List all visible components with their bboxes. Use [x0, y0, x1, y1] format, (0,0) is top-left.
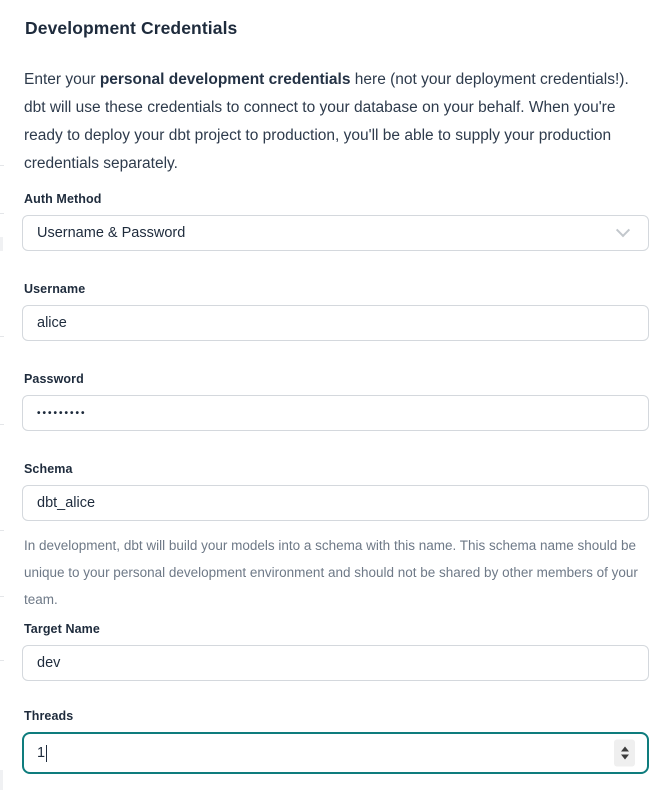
schema-input[interactable] [22, 485, 649, 521]
threads-input[interactable] [22, 732, 649, 774]
stepper-up-icon[interactable] [621, 747, 629, 752]
left-edge-artifact [0, 660, 4, 661]
left-edge-artifact [0, 165, 4, 166]
target-name-group [22, 621, 649, 681]
page-title: Development Credentials [25, 18, 238, 38]
left-edge-artifact [0, 530, 4, 531]
stepper-down-icon[interactable] [621, 755, 629, 760]
threads-group [22, 708, 649, 774]
left-edge-artifact [0, 213, 4, 214]
auth-method-select[interactable] [22, 215, 649, 251]
target-name-label: Target Name [24, 622, 100, 636]
schema-group [22, 461, 649, 613]
intro-text-pre: Enter your [24, 71, 100, 88]
threads-label: Threads [24, 709, 74, 723]
auth-method-label: Auth Method [24, 192, 102, 206]
username-group [22, 281, 649, 341]
chevron-down-icon [616, 223, 630, 237]
left-edge-artifact [0, 424, 4, 425]
auth-method-group [22, 191, 649, 251]
left-edge-artifact [0, 336, 4, 337]
left-edge-artifact [0, 596, 4, 597]
intro-text-post: here (not your deployment credentials!). dbt will use these credentials to connect to your database on your behalf. When you're ready to deploy your dbt project to production, you'll be able to supply your production credentials separately. [24, 71, 629, 172]
password-label: Password [24, 372, 84, 386]
schema-label: Schema [24, 462, 73, 476]
auth-method-selected-value: Username & Password [37, 225, 186, 241]
intro-paragraph [24, 66, 646, 178]
threads-stepper[interactable] [614, 740, 635, 767]
username-label: Username [24, 282, 86, 296]
intro-text-bold: personal development credentials [99, 71, 351, 88]
text-caret [46, 745, 47, 762]
left-edge-artifact [0, 237, 3, 251]
schema-help-text: In development, dbt will build your models into a schema with this name. This schema name should be unique to your personal development environment and should not be shared by other members of your team. [24, 538, 638, 607]
password-input[interactable] [22, 395, 649, 431]
username-input[interactable] [22, 305, 649, 341]
target-name-input[interactable] [22, 645, 649, 681]
password-group [22, 371, 649, 431]
threads-value: 1 [37, 745, 46, 761]
left-edge-artifact [0, 770, 3, 790]
